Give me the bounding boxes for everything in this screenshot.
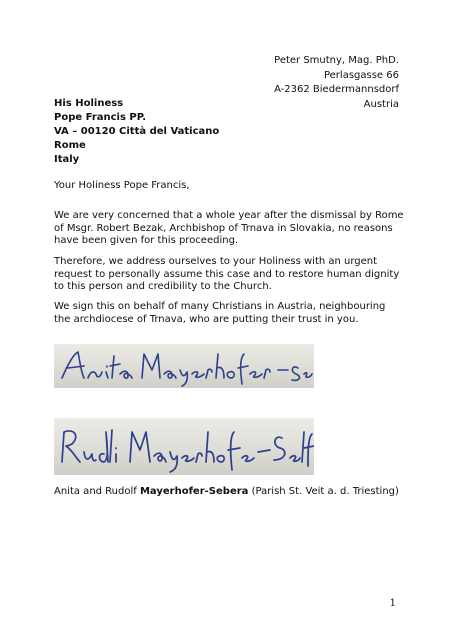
page-number: 1 [389,598,396,609]
recipient-line-1: His Holiness [54,98,124,109]
signature-anita [54,344,314,388]
sender-name: Peter Smutny, Mag. PhD. [274,55,399,66]
recipient-line-2: Pope Francis PP. [54,112,147,123]
sender-city: A-2362 Biedermannsdorf [274,84,399,95]
signatories-prefix: Anita and Rudolf [54,486,140,497]
signature-rudolf [54,418,314,475]
sender-country: Austria [363,98,399,110]
recipient-line-4: Rome [54,140,86,151]
recipient-line-3: VA – 00120 Città del Vaticano [54,126,220,137]
signatories-suffix: (Parish St. Veit a. d. Triesting) [248,486,399,497]
recipient-line-5: Italy [54,154,80,165]
body-paragraph-2: Therefore, we address ourselves to your Holiness with an urgent request to personally assume this case and to restore human dignity to this person and credibility to the Church. [54,256,400,293]
body-paragraph-1: We are very concerned that a whole year after the dismissal by Rome of Msgr. Robert Bezak, Archbishop of Trnava in Slovakia, no reasons have been given for this proceeding. [54,210,404,247]
body-paragraph-3: We sign this on behalf of many Christians in Austria, neighbouring the archdiocese of Trnava, who are putting their trust in you. [54,301,386,325]
recipient-address [54,97,219,167]
signatories-line [54,486,399,497]
signatories-surname: Mayerhofer-Sebera [139,486,249,497]
salutation: Your Holiness Pope Francis, [54,180,190,191]
sender-street: Perlasgasse 66 [323,69,399,81]
sender-address [274,54,399,112]
